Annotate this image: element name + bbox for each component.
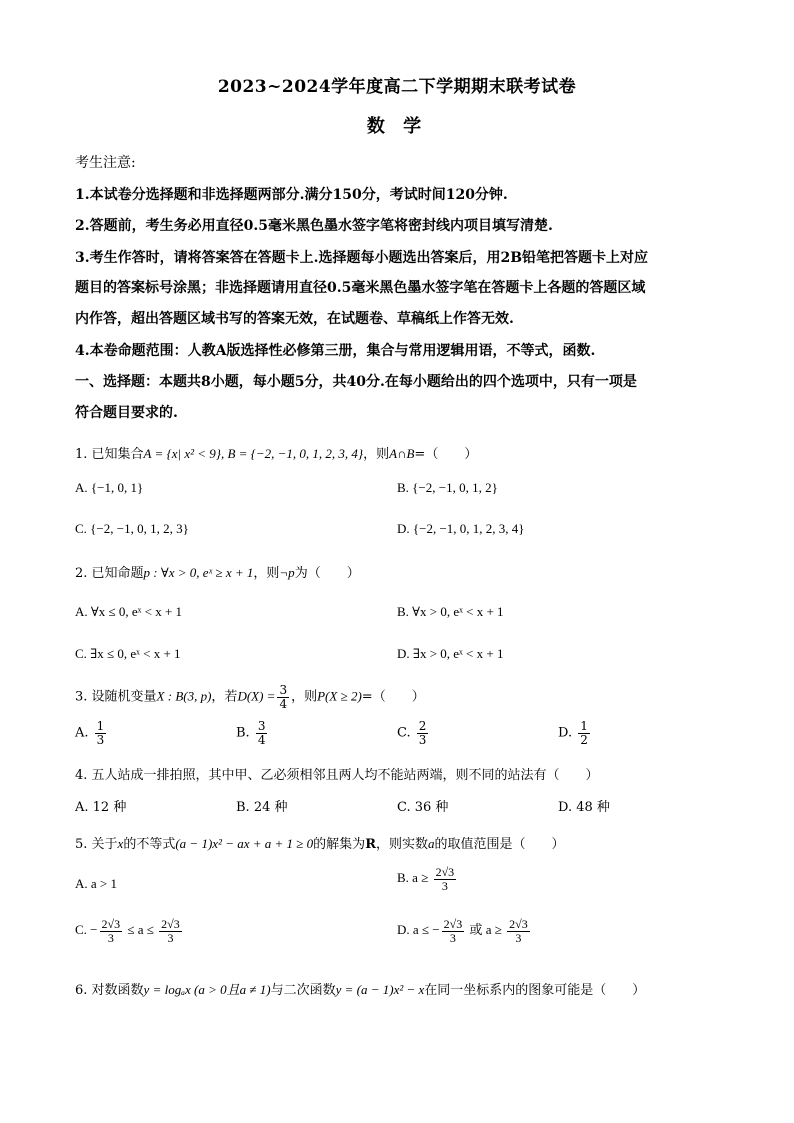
section-heading-cont: 符合题目要求的. (75, 405, 178, 421)
q3-distribution: X : B(3, p) (156, 688, 212, 704)
q2-option-c[interactable]: C. ∃x ≤ 0, eˣ < x + 1 (75, 646, 181, 661)
q2-option-a[interactable]: A. ∀x ≤ 0, eˣ < x + 1 (75, 604, 183, 619)
q3-option-b[interactable]: B. $\frac{3}{4}$ (236, 719, 266, 747)
q5-option-a[interactable]: A. a > 1 (75, 876, 117, 891)
q5-suffix: 的取值范围是（ ） (434, 837, 565, 852)
q3-variance: D(X) = (237, 688, 276, 704)
q1-option-a[interactable]: A. {−1, 0, 1} (75, 480, 144, 495)
question-1 (75, 443, 477, 462)
q6-quadratic-function: y = (a − 1)x² − x (335, 982, 425, 997)
q1-intersection: A∩B (389, 446, 415, 461)
q5-var-x: x (117, 836, 124, 851)
q2-suffix: 为（ ） (294, 566, 360, 581)
notice-4: 4.本卷命题范围：人教A版选择性必修第三册，集合与常用逻辑用语，不等式，函数. (75, 343, 596, 359)
q1-sets: A = {x| x² < 9}, B = {−2, −1, 0, 1, 2, 3, 4} (143, 446, 364, 461)
notice-3-cont1: 题目的答案标号涂黑；非选择题请用直径0.5毫米黑色墨水签字笔在答题卡上各题的答题区域 (75, 280, 646, 296)
q2-option-b[interactable]: B. ∀x > 0, eˣ < x + 1 (397, 604, 504, 619)
q2-negation: ¬p (279, 565, 295, 580)
q3-probability: P(X ≥ 2) (317, 688, 362, 704)
q3-option-a-fraction: $\frac{1}{3}$ (96, 719, 105, 747)
q2-proposition: p : ∀x > 0, eˣ ≥ x + 1 (143, 565, 254, 580)
q3-mid: ，若 (211, 689, 238, 705)
q3-suffix: =（ ） (361, 689, 425, 705)
q6-mid: 与二次函数 (270, 983, 336, 998)
q5-prefix: 5. 关于 (75, 837, 118, 852)
q5-reals: R (365, 837, 376, 852)
q5-inequality: (a − 1)x² − ax + a + 1 ≥ 0 (175, 836, 314, 851)
q3-mid2: ，则 (291, 689, 318, 705)
q6-suffix: 在同一坐标系内的图象可能是（ ） (424, 983, 646, 998)
q1-mid: ，则 (363, 447, 390, 462)
q1-option-b[interactable]: B. {−2, −1, 0, 1, 2} (397, 480, 498, 495)
q2-option-d[interactable]: D. ∃x > 0, eˣ < x + 1 (397, 646, 504, 661)
q5-mid2: 的解集为 (313, 837, 366, 852)
q5-option-d[interactable]: D. a ≤ − $\frac{2√3}{3}$ 或 a ≥ $\frac{2√3}{3}$ (397, 917, 528, 945)
notice-heading: 考生注意: (75, 155, 136, 171)
notice-1: 1.本试卷分选择题和非选择题两部分.满分150分，考试时间120分钟. (75, 187, 508, 203)
q1-option-c[interactable]: C. {−2, −1, 0, 1, 2, 3} (75, 521, 189, 536)
q2-prefix: 2. 已知命题 (75, 566, 144, 581)
q3-prefix: 3. 设随机变量 (75, 689, 157, 705)
question-6 (75, 979, 645, 998)
q1-suffix: =（ ） (414, 447, 478, 462)
q5-var-a: a (428, 836, 435, 851)
q4-option-b[interactable]: B. 24 种 (236, 800, 288, 815)
q2-mid: ，则 (253, 566, 280, 581)
q6-prefix: 6. 对数函数 (75, 983, 144, 998)
q5-mid: 的不等式 (123, 837, 176, 852)
q6-log-function: y = logₐx (a > 0且a ≠ 1) (143, 982, 271, 997)
subject-title: 数 学 (366, 116, 428, 137)
notice-3-cont2: 内作答，超出答题区域书写的答案无效，在试题卷、草稿纸上作答无效. (75, 311, 514, 327)
q5-mid3: ，则实数 (376, 837, 429, 852)
q5-option-c[interactable]: C. − $\frac{2√3}{3}$ ≤ a ≤ $\frac{2√3}{3}$ (75, 917, 180, 945)
q4-option-d[interactable]: D. 48 种 (558, 800, 610, 815)
q5-option-c-fraction-left: $\frac{2√3}{3}$ (101, 917, 121, 945)
q4-option-a[interactable]: A. 12 种 (75, 800, 127, 815)
question-4: 4. 五人站成一排拍照，其中甲、乙必须相邻且两人均不能站两端，则不同的站法有（ ） (75, 768, 599, 783)
q1-option-d[interactable]: D. {−2, −1, 0, 1, 2, 3, 4} (397, 521, 525, 536)
q1-prefix: 1. 已知集合 (75, 447, 144, 462)
notice-2: 2.答题前，考生务必用直径0.5毫米黑色墨水签字笔将密封线内项目填写清楚. (75, 218, 553, 234)
q3-option-d[interactable]: D. $\frac{1}{2}$ (558, 719, 588, 747)
question-2 (75, 562, 360, 581)
q3-variance-fraction: $\frac{3}{4}$ (279, 683, 288, 711)
q4-option-c[interactable]: C. 36 种 (397, 800, 449, 815)
q3-option-d-fraction: $\frac{1}{2}$ (580, 719, 588, 747)
q3-option-c[interactable]: C. $\frac{2}{3}$ (397, 719, 427, 747)
exam-title: 2023~2024学年度高二下学期期末联考试卷 (217, 77, 577, 97)
q5-option-b-fraction: $\frac{2√3}{3}$ (435, 865, 455, 893)
question-3 (75, 684, 425, 710)
q5-option-d-fraction-left: $\frac{2√3}{3}$ (443, 917, 463, 945)
q5-option-d-fraction-right: $\frac{2√3}{3}$ (509, 917, 528, 945)
notice-3: 3.考生作答时，请将答案答在答题卡上.选择题每小题选出答案后，用2B铅笔把答题卡上对应 (75, 250, 649, 266)
section-heading: 一、选择题：本题共8小题，每小题5分，共40分.在每小题给出的四个选项中，只有一项是 (75, 374, 637, 390)
q3-option-c-fraction: $\frac{2}{3}$ (418, 719, 427, 747)
q3-option-a[interactable]: A. $\frac{1}{3}$ (75, 719, 105, 747)
q3-option-b-fraction: $\frac{3}{4}$ (257, 719, 266, 747)
q5-option-b[interactable]: B. a ≥ $\frac{2√3}{3}$ (397, 865, 455, 893)
q5-option-c-fraction-right: $\frac{2√3}{3}$ (161, 917, 180, 945)
question-5 (75, 833, 565, 852)
